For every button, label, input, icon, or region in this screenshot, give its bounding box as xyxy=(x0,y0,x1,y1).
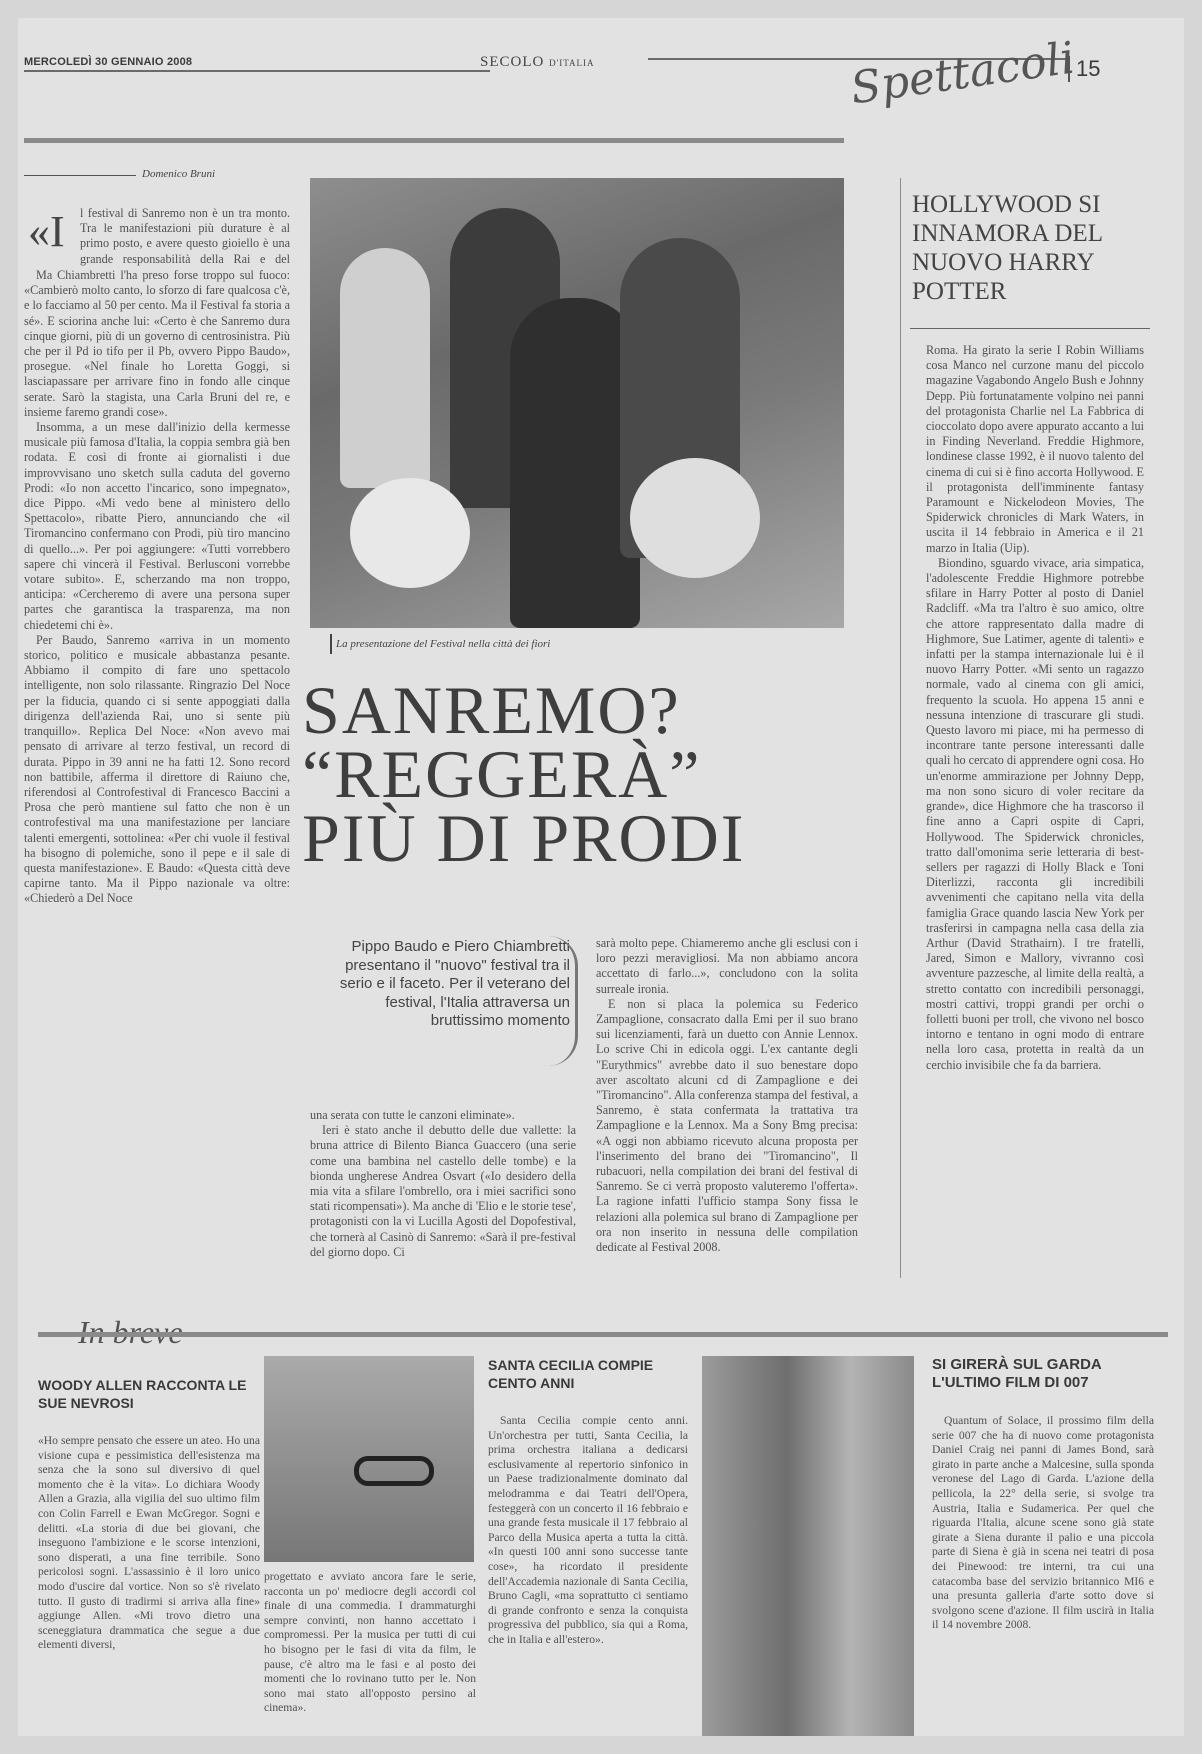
side-headline-rule xyxy=(910,328,1150,329)
byline-rule xyxy=(24,175,136,176)
section-title: Spettacoli xyxy=(847,32,1078,115)
paragraph: progettato e avviato ancora fare le serie, racconta un po' mediocre degli accordi col finale di una commedia. I drammaturghi sempre convinti, non hanno accettato i compromessi. Per la musica per tutti di cui ho bisogno per le fasi di vita da film, le pause, c'è altro ma le fasi e al posto dei momenti che lo rovinano tutto per le. Non sono mai stato all'opposto persino al cinema». xyxy=(264,1570,476,1715)
paragraph: Santa Cecilia compie cento anni. Un'orchestra per tutti, Santa Cecilia, la prima orchestra italiana a dedicarsi esclusivamente al repertorio sinfonico in un Paese tradizionalmente dominato dal melodramma e dai Teatri dell'Opera, festeggerà con un concerto il 16 febbraio e una grande festa musicale il 17 febbraio al Parco della Musica aperta a tutta la città. «In questi 100 anni sono successe tante cose», ha ricordato il presidente dell'Accademia nazionale di Santa Cecilia, Bruno Cagli, «ma soprattutto ci sentiamo di grande confronto e senza la conquista progressiva del pubblico, sia qui a Roma, che in Italia e all'estero». xyxy=(488,1414,688,1646)
article-deck: Pippo Baudo e Piero Chiambretti presentano il "nuovo" festival tra il serio e il faceto. Per il veterano del festival, l'Italia attraversa un bruttissimo momento xyxy=(339,938,570,1029)
main-headline xyxy=(302,672,862,876)
caption-mark xyxy=(330,634,332,654)
glasses-icon xyxy=(354,1456,434,1486)
woody-allen-photo xyxy=(264,1356,474,1562)
side-headline: HOLLYWOOD SI INNAMORA DEL NUOVO HARRY POTTER xyxy=(912,191,1103,305)
festival-photo xyxy=(310,178,844,628)
column-divider xyxy=(900,178,901,1278)
paragraph: E non si placa la polemica su Federico Zampaglione, consacrato dalla Emi per il suo brano sui licenziamenti, farà un duetto con Annie Lennox. Lo scrive Chi in edicola oggi. L'ex cantante degli "Eurythmics" avrebbe dato il suo benestare dopo aver ascoltato alcuni cd di Zampaglione e dei "Tiromancino". Alla conferenza stampa del festival, a Sanremo, è stata confermata la trattativa tra Zampaglione e la Lennox. Ma a Sony Bmg precisa: «A oggi non abbiamo ricevuto alcuna proposta per l'inserimento del brano dei "Tiromancino", Il rubacuori, nella compilation dei brani del festival di Sanremo. Se ci verrà proposto valuteremo l'offerta». La ragione infatti l'ufficio stampa Sony fissa le relazioni alla polemica sul brano di Zampaglione per ora non inserito in nessuna delle compilation dedicate al Festival 2008. xyxy=(596,996,858,1255)
issue-date: MERCOLEDÌ 30 GENNAIO 2008 xyxy=(24,56,193,68)
masthead xyxy=(480,54,594,71)
masthead-subtitle: D'ITALIA xyxy=(549,58,595,68)
header-rule xyxy=(24,70,490,72)
newspaper-page xyxy=(18,18,1184,1736)
brief-headline: SANTA CECILIA COMPIE CENTO ANNI xyxy=(488,1357,654,1391)
brief-headline: SI GIRERÀ SUL GARDA L'ULTIMO FILM DI 007 xyxy=(932,1356,1102,1391)
main-column-1-cont xyxy=(24,268,290,1278)
brief-body xyxy=(488,1414,688,1730)
headline-line: PIÙ DI PRODI xyxy=(302,800,746,876)
dropcap: «I xyxy=(28,207,65,256)
paragraph: Per Baudo, Sanremo «arriva in un momento storico, politico e musicale abbastanza pesante. Abbiamo il compito di fare uno spettacolo intelligente, non solo rilassante. Ringrazio Del Noce per la fiducia, quando ci si sente appoggiati dalla dirigenza dell'azienda Rai, uno si sente più tranquillo». Replica Del Noce: «Non avevo mai pensato di arrivare al terzo festival, un record di durata. Pippo in 39 anni ne ha fatti 12. Sono record non battibile, afferma il direttore di Raiuno che, riferendosi al Controfestival di Francesco Baccini a Prosa che però mantiene sul fatto che non è un controfestival ma una manifestazione per lanciare talenti emergenti, sottolinea: «Per chi vuole il festival ha bisogno di polemiche, sono il pepe e il sale di questa manifestazione». E Baudo: «Questa città deve capirne tanto. Ma il Pippo nazionale va oltre: «Chiederò a Del Noce xyxy=(24,632,290,906)
paragraph: Quantum of Solace, il prossimo film della serie 007 che ha di nuovo come protagonista Daniel Craig nei panni di James Bond, sarà girato in parte anche a Malcesine, sulla sponda veronese del Lago di Garda. L'azione della pellicola, la 22° della serie, si svolge tra Austria, Italia e Sudamerica. Per quel che riguarda l'Italia, alcune scene sono già state girate a Siena durante il palio e una piccola parte di Siena è già in scena nei teatri di posa dei Pinewood: tre interni, tra cui una catacomba base del servizio britannico MI6 e una presunta galleria d'arte sotto dove si svolgono scene d'azione. Il film uscirà in Italia il 14 novembre 2008. xyxy=(932,1414,1154,1632)
side-column xyxy=(926,343,1144,1273)
deck-bracket xyxy=(548,936,578,1066)
headline-line: SANREMO? xyxy=(302,672,681,748)
paragraph: sarà molto pepe. Chiameremo anche gli esclusi con i loro pezzi meravigliosi. Ma non abbiamo ancora accettato di farlo...», concludono con la solita surreale ironia. xyxy=(596,936,858,996)
paragraph: l festival di Sanremo non è un tra monto. Tra le manifestazioni più durature è al primo posto, e avere questo gioiello è una grande responsabilità della Rai e del xyxy=(80,206,290,266)
flower-bouquet xyxy=(630,458,760,578)
paragraph: Roma. Ha girato la serie I Robin Williams cosa Manco nel curzone manu del piccolo magazine Vagabondo Angelo Bush e Johnny Depp. Più fortunatamente volpino nei panni del protagonista Charlie nel La Fabbrica di cioccolato dopo avere appurato accanto a lui in Finding Neverland. Freddie Highmore, londinese classe 1992, è il nuovo talento del cinema di cui si è fino accorta Hollywood. E il protagonista dell'imminente fantasy Paramount e Nickelodeon Movies, The Spiderwick chronicles di Mark Waters, in uscita il 14 febbraio in America e il 21 marzo in Italia (Uip). xyxy=(926,343,1144,555)
byline: Domenico Bruni xyxy=(142,168,216,180)
brief-body xyxy=(932,1414,1154,1714)
brief-headline: WOODY ALLEN RACCONTA LE SUE NEVROSI xyxy=(38,1377,247,1411)
person-1 xyxy=(340,248,430,488)
paragraph: «Ho sempre pensato che essere un ateo. Ho una visione cupa e pessimistica dell'esistenza ma senza che la sono sul diversivo di quel momento che è la vita». Lo dichiara Woody Allen a Grazia, alla vigilia del suo ultimo film con Colin Farrell e Ewan McGregor. Sogni e delitti. «La storia di due bei giovani, che inseguono l'ambizione e le scorse intenzioni, sono disperati, a una fine terribile. Sono pericolosi sogni. L'assassinio è il loro unico modo d'uscire dal vortice. Non so s'è rivelato tutto. Il gusto di tradirmi si arriva alla fine» aggiunge Allen. «Mi trovo dietro una sceneggiatura drammatica che segue a due elementi diversi, xyxy=(38,1434,260,1652)
main-column-1 xyxy=(80,206,290,268)
top-rule xyxy=(24,138,844,143)
paragraph: Ma Chiambretti l'ha preso forse troppo sul fuoco: «Cambierò molto canto, lo sforzo di fare qualcosa c'è, e lo facciamo al 50 per cento. Ma il Festival fa storia a sé». E sciorina anche lui: «Certo è che Sanremo dura cinque giorni, più di un governo di centrosinistra. Più che per il Pd io tifo per il Pb, ovvero Pippo Baudo», prosegue. «Nel finale ho Loretta Goggi, si lasciapassare per arrivare fino in fondo alle cinque serate. Sarò la stagista, una Carla Bruni del re, e insieme faremo grandi cose». xyxy=(24,268,290,419)
paragraph: Insomma, a un mese dall'inizio della kermesse musicale più famosa d'Italia, la coppia sembra già ben rodata. E così di fronte ai giornalisti i due improvvisano uno sketch sulla caduta del governo Prodi: «Io non accetto l'incarico, sono impegnato», dice Pippo. «Mi vedo bene al ministero dello Spettacolo», ribatte Piero, annunciando che «il Tiromancino confermano con Prodi, più tiro mancino di quello...». Per poi aggiungere: «Tutti vorrebbero sapere chi vincerà il Festival. Berlusconi vorrebbe votare subito». E, scherzando ma non troppo, anticipa: «Cercheremo di avere una persona super partes che garantisca la trasparenza, ma non chiedetemi chi è». xyxy=(24,420,290,632)
main-column-3 xyxy=(596,936,858,1278)
paragraph: una serata con tutte le canzoni eliminate». xyxy=(310,1108,515,1122)
building-photo xyxy=(702,1356,914,1736)
masthead-title: SECOLO xyxy=(480,54,545,70)
headline-line: “REGGERÀ” xyxy=(302,736,702,812)
in-breve-rule xyxy=(38,1332,1168,1337)
flower-bouquet xyxy=(350,478,470,588)
photo-caption: La presentazione del Festival nella città dei fiori xyxy=(336,638,551,650)
page-number: 15 xyxy=(1068,56,1100,82)
brief-body xyxy=(38,1434,260,1724)
brief-body-cont xyxy=(264,1570,476,1730)
paragraph: Biondino, sguardo vivace, aria simpatica, l'adolescente Freddie Highmore potrebbe sfilare in Harry Potter al posto di Daniel Radcliff. «Ma tra l'altro è suo amico, oltre che attore rappresentato dalla madre di Highmore, Sue Latimer, agente di talenti» e infatti per la stampa internazionale lui è il nuovo Harry Potter. «Mi sento un ragazzo normale, vado al cinema con gli amici, frequento la scuola. Ho appena 15 anni e nessuna intenzione di trascurare gli studi. Questo lavoro mi piace, mi ha permesso di incontrare tante persone interessanti dalle quali ho cercato di apprendere ogni cosa. Ho un'enorme ammirazione per Johnny Depp, ma non sono sicuro di voler recitare da grande», dice Highmore che ha trascorso il fine anno a Capri ospite di Capri, Hollywood. The Spiderwick chronicles, tratto dall'omonima serie letteraria di best-sellers per ragazzi di Holly Black e Toni Diterlizzi, racconta gli incredibili avvenimenti che capitano nella vita della famiglia Grace quando lascia New York per trasferirsi in campagna nella casa della zia Arthur (David Strathairn). I tre fratelli, Jared, Simon e Mallory, vivranno così avventure pazzesche, al limite della realtà, a stretto contatto con incredibili personaggi, mostri cattivi, troppi grandi per orchi o folletti buoni per troll, che vivono nel bosco intorno e tentano in ogni modo di entrare nella loro casa, protetta in realtà da un cerchio invisibile che fa da barriera. xyxy=(926,555,1144,1072)
paragraph: Ieri è stato anche il debutto delle due vallette: la bruna attrice di Bilento Bianca Guaccero (una serie come una bambina nel castello delle tombe) e la bionda ungherese Andrea Osvart («Io desidero della mia vita a sfilare l'ombrello, ora i miei sacrifici sono stati ricompensati»). Ma anche di 'Elio e le storie tese', protagonisti con la vi Lucilla Agosti del Dopofestival, che tornerà al Casinò di Sanremo: «Sarà il pre-festival del giorno dopo. Ci xyxy=(310,1123,576,1259)
main-column-2 xyxy=(310,1108,576,1278)
